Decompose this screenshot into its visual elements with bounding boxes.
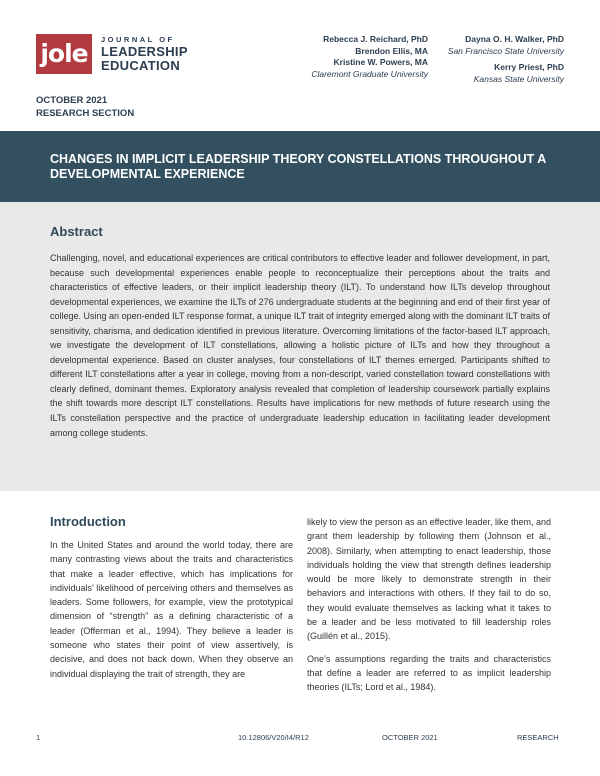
author-name: Rebecca J. Reichard, PhD: [323, 34, 428, 44]
intro-column-1: [50, 538, 293, 681]
author-name: Kristine W. Powers, MA: [333, 57, 428, 67]
intro-paragraph: likely to view the person as an effective leader, like them, and grant them leadership by following them (Johnson et al., 2008). Similarly, when attempting to enact leadership, those individuals holding the view that strength defines leadership would be more likely to demonstrate strength in their behaviors and interactions with others. If they fail to do so, they would evaluate themselves as lacking what it takes to be a leader and be less motivated to fill leadership roles (Guillén et al., 2015).: [307, 517, 551, 642]
author-affiliation: Claremont Graduate University: [311, 68, 428, 79]
footer-section: RESEARCH: [517, 733, 559, 742]
footer-doi: 10.12806/V20/I4/R12: [238, 733, 309, 742]
author-affiliation: San Francisco State University: [447, 45, 564, 56]
logo-line-2: LEADERSHIP: [101, 44, 188, 59]
intro-paragraph: One’s assumptions regarding the traits and characteristics that define a leader are referred to as implicit leadership theories (ILTs; Lord et al., 1984).: [307, 653, 551, 693]
author-affiliation: Kansas State University: [473, 73, 564, 84]
authors-left: [300, 34, 428, 80]
intro-column-2: [307, 515, 551, 695]
author-name: Brendon Ellis, MA: [355, 45, 428, 56]
issue-section: RESEARCH SECTION: [36, 108, 135, 119]
logo-line-3: EDUCATION: [101, 58, 181, 73]
abstract-text: Challenging, novel, and educational experiences are critical contributors to effective leader and follower development, in part, because such developmental experiences enable people to reconceptualize their perceptions about the traits and characteristics of effective leaders, or their implicit leadership theory (ILT). To understand how ILTs develop throughout developmental experiences, we examine the ILTs of 276 undergraduate students at the beginning and end of their first year of college. Using an open-ended ILT response format, a unique ILT trait of integrity emerged along with the dominant ILT traits of sensitivity, charisma, and dedication identified in previous literature. Overcoming limitations of the factor-based ILT approach, we investigate the development of ILT constellations, allowing a holistic picture of ILTs and how they throughout a developmental experience. Based on cluster analyses, four constellations of ILT themes emerged. Participants shifted to different ILT constellations after a year in college, moving from a non-descript, varied constellation toward constellations with clearly defined, dominant themes. Exploratory analysis revealed that completion of leadership coursework partially explains the shift towards more descript ILT constellations. Results have implications for new methods of future research using the ILTs constellation perspective and the practice of undergraduate leadership education in facilitating leader development among college students.: [50, 253, 550, 438]
abstract-heading: Abstract: [50, 224, 103, 239]
issue-info: [36, 94, 134, 120]
authors-right: [430, 34, 564, 85]
issue-date: OCTOBER 2021: [36, 95, 108, 106]
article-title: CHANGES IN IMPLICIT LEADERSHIP THEORY CONSTELLATIONS THROUGHOUT A DEVELOPMENTAL EXPERIENCE: [50, 152, 546, 181]
logo-mark-text: jole: [40, 39, 88, 68]
footer-date: OCTOBER 2021: [382, 733, 438, 742]
author-name: Dayna O. H. Walker, PhD: [465, 34, 564, 44]
introduction-heading: Introduction: [50, 514, 126, 529]
intro-paragraph: In the United States and around the world today, there are many contrasting views about the traits and characteristics that make a leader effective, which has implications for individuals’ likelihood of perceiving others and themselves as leaders. Some followers, for example, view the prototypical dimension of “strength” as a defining characteristic of a leader (Offerman et al., 1994). They believe a leader is someone who states their point of view assertively, is decisive, and does not back down. When they observe an individual displaying the trait of strength, they are: [50, 540, 293, 679]
author-name: Kerry Priest, PhD: [494, 62, 564, 72]
page-number: 1: [36, 733, 41, 742]
logo-line-1: JOURNAL OF: [101, 35, 175, 44]
